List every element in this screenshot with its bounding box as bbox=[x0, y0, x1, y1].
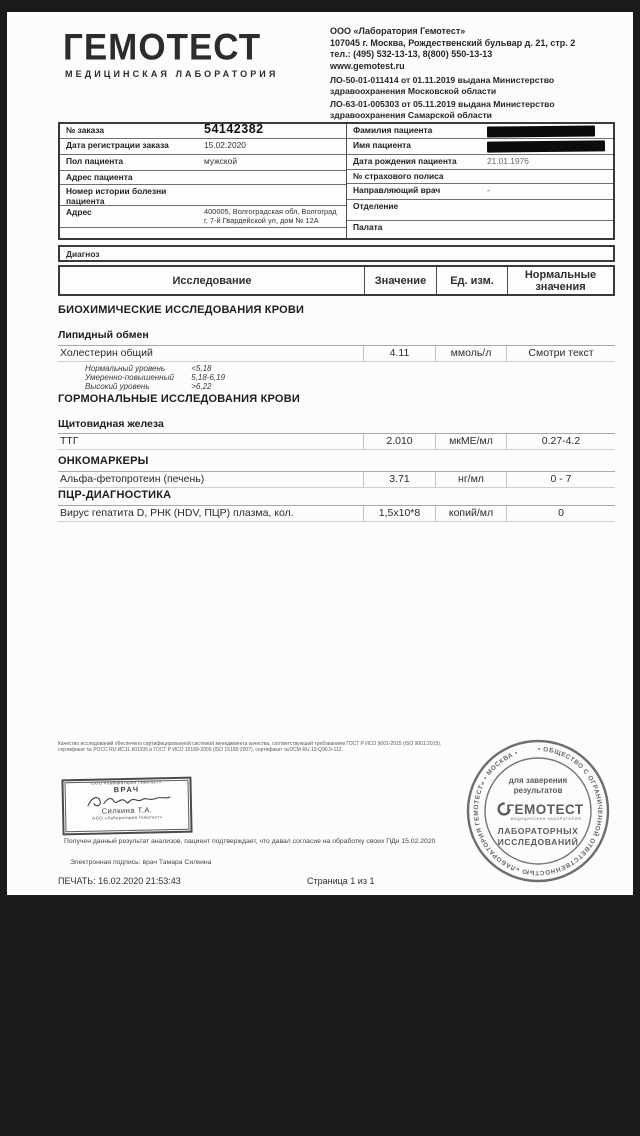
order-info-right-column bbox=[347, 124, 613, 238]
diagnosis-row bbox=[58, 245, 615, 262]
field-label: Палата bbox=[353, 222, 383, 232]
reference-note bbox=[85, 382, 211, 391]
patient-address-value: 400005, Волгоградская обл, Волгоград г, 7-й Гвардейской ул, дом № 12А bbox=[204, 207, 337, 225]
test-unit: копий/мл bbox=[435, 506, 506, 521]
lab-contact-block bbox=[330, 26, 630, 120]
field-value bbox=[487, 202, 613, 220]
table-row bbox=[347, 139, 613, 155]
lab-license-samara: ЛО-63-01-005303 от 05.11.2019 выдана Министерство здравоохранения Самарской области bbox=[330, 99, 555, 120]
section-title-pcr: ПЦР-ДИАГНОСТИКА bbox=[58, 489, 172, 501]
gemotest-logo-subtitle: МЕДИЦИНСКАЯ ЛАБОРАТОРИЯ bbox=[65, 69, 279, 79]
table-row bbox=[60, 139, 346, 155]
reference-note-label: Нормальный уровень bbox=[85, 364, 166, 373]
stamp-ring-text: • ОБЩЕСТВО С ОГРАНИЧЕННОЙ ОТВЕТСТВЕННОСТЬЮ «ЛАБОРАТОРИЯ ГЕМОТЕСТ» • МОСКВА • bbox=[472, 745, 604, 877]
lab-phones: тел.: (495) 532-13-13, 8(800) 550-13-13 bbox=[330, 49, 493, 59]
doctor-stamp-name: Силкина Т.А. bbox=[101, 805, 153, 816]
test-norm: Смотри текст bbox=[506, 346, 615, 361]
results-table-header bbox=[58, 265, 615, 296]
reference-note-label: Умеренно-повышенный bbox=[85, 373, 174, 382]
group-title-lipids: Липидный обмен bbox=[58, 329, 149, 341]
table-row bbox=[347, 155, 613, 170]
group-title-thyroid: Щитовидная железа bbox=[58, 418, 164, 430]
table-row bbox=[60, 206, 346, 228]
table-row bbox=[347, 200, 613, 221]
field-label: Адрес пациента bbox=[66, 172, 133, 182]
reference-note-value: 5,18-6,19 bbox=[191, 373, 226, 382]
reference-note-label: Высокий уровень bbox=[85, 382, 150, 391]
field-value: - bbox=[487, 185, 490, 195]
field-label: № страхового полиса bbox=[353, 171, 444, 181]
section-title-oncomarkers: ОНКОМАРКЕРЫ bbox=[58, 455, 149, 467]
stamp-purpose-line1: для заверения bbox=[508, 776, 568, 785]
order-number-value: 54142382 bbox=[204, 124, 264, 136]
field-value bbox=[487, 223, 613, 238]
lab-license-moscow: ЛО-50-01-011414 от 01.11.2019 выдана Министерство здравоохранения Московской области bbox=[330, 75, 555, 96]
stamp-brand: ГЕМОТЕСТ bbox=[506, 802, 584, 817]
field-label: Имя пациента bbox=[353, 140, 411, 150]
quality-certification-text: Качество исследований обеспечено сертифицированной системой менеджмента качества, соответствующей требованиям ГОСТ Р ИСО 9001-2015 (ISO 9001:2015), сертификат № РОСС RU.ИС11.К01105 и ГОСТ Р ИСО 15189-2009 (ISO 15189:2007), сертификат №ОСМ RU.13-Q96.9-112. bbox=[58, 741, 442, 753]
page-number: Страница 1 из 1 bbox=[307, 876, 375, 886]
test-name: Альфа-фетопротеин (печень) bbox=[60, 473, 205, 485]
section-title-hormones: ГОРМОНАЛЬНЫЕ ИССЛЕДОВАНИЯ КРОВИ bbox=[58, 393, 300, 405]
gemotest-logo: ГЕМОТЕСТ bbox=[63, 27, 262, 68]
field-value: мужской bbox=[204, 156, 238, 166]
test-unit: ммоль/л bbox=[435, 346, 506, 361]
field-label: Фамилия пациента bbox=[353, 125, 433, 135]
table-row bbox=[347, 170, 613, 184]
table-row bbox=[347, 184, 613, 200]
field-value bbox=[487, 126, 613, 138]
test-name: ТТГ bbox=[60, 435, 79, 447]
section-title-biochemistry: БИОХИМИЧЕСКИЕ ИССЛЕДОВАНИЯ КРОВИ bbox=[58, 304, 305, 316]
field-label: Направляющий врач bbox=[353, 185, 441, 195]
test-value: 1,5x10*8 bbox=[363, 506, 435, 521]
stamp-subject-line2: ИССЛЕДОВАНИЙ bbox=[497, 837, 579, 847]
lab-address: 107045 г. Москва, Рождественский бульвар д. 21, стр. 2 bbox=[330, 37, 576, 48]
stamp-purpose-line2: результатов bbox=[513, 786, 563, 795]
report-page bbox=[7, 12, 633, 895]
field-label: Дата регистрации заказа bbox=[66, 140, 169, 150]
redaction-box bbox=[487, 140, 605, 152]
field-label: Пол пациента bbox=[66, 156, 124, 166]
test-value: 2.010 bbox=[363, 434, 435, 449]
column-header-value: Значение bbox=[365, 267, 437, 294]
field-value bbox=[487, 172, 613, 183]
reference-note-value: <5,18 bbox=[191, 364, 212, 373]
field-label: Дата рождения пациента bbox=[353, 156, 457, 166]
order-info-left-column bbox=[60, 124, 347, 238]
stamp-subject-line1: ЛАБОРАТОРНЫХ bbox=[497, 826, 579, 836]
reference-note bbox=[85, 373, 225, 382]
test-name: Вирус гепатита D, РНК (HDV, ПЦР) плазма, кол. bbox=[60, 507, 294, 519]
redaction-box bbox=[487, 125, 595, 137]
doctor-stamp-border-text: ООО «Лаборатория Гемотест» bbox=[92, 814, 163, 821]
result-row-afp bbox=[58, 471, 615, 488]
field-label: № заказа bbox=[66, 125, 105, 135]
doctor-stamp-role: ВРАЧ bbox=[113, 784, 140, 795]
table-row bbox=[60, 124, 346, 139]
result-row-cholesterol bbox=[58, 345, 615, 362]
consent-text: Получен данный результат анализов, пациент подтверждает, что давал согласие на обработку своих ПДн 15.02.2020 bbox=[64, 838, 436, 845]
lab-round-stamp bbox=[462, 735, 614, 887]
test-norm: 0 - 7 bbox=[506, 472, 615, 487]
test-unit: нг/мл bbox=[435, 472, 506, 487]
field-value bbox=[204, 173, 346, 184]
doctor-stamp-border-text: ООО «Лаборатория Гемотест» bbox=[91, 779, 162, 786]
table-row bbox=[60, 171, 346, 185]
diagnosis-label: Диагноз bbox=[66, 249, 100, 259]
reference-note-value: >6,22 bbox=[191, 382, 212, 391]
table-row-empty bbox=[60, 228, 346, 238]
table-row bbox=[60, 185, 346, 206]
field-label: Отделение bbox=[353, 201, 399, 211]
test-unit: мкМЕ/мл bbox=[435, 434, 506, 449]
table-row bbox=[60, 155, 346, 171]
column-header-study: Исследование bbox=[60, 267, 365, 294]
table-row bbox=[347, 124, 613, 139]
field-label: Номер истории болезни пациента bbox=[66, 186, 167, 206]
field-value: 15.02.2020 bbox=[204, 140, 246, 150]
electronic-signature-text: Электронная подпись: врач Тамара Силкина bbox=[70, 859, 212, 866]
field-value bbox=[204, 187, 346, 205]
table-row bbox=[347, 221, 613, 238]
result-row-tsh bbox=[58, 433, 615, 450]
stamp-brand-subtitle: МЕДИЦИНСКАЯ ЛАБОРАТОРИЯ bbox=[510, 817, 582, 821]
test-norm: 0 bbox=[506, 506, 615, 521]
order-info-table bbox=[58, 122, 615, 240]
column-header-norm: Нормальные значения bbox=[524, 268, 597, 293]
lab-company-name: ООО «Лаборатория Гемотест» bbox=[330, 26, 466, 36]
test-name: Холестерин общий bbox=[60, 347, 153, 359]
print-timestamp: ПЕЧАТЬ: 16.02.2020 21:53:43 bbox=[58, 876, 181, 886]
lab-website: www.gemotest.ru bbox=[330, 60, 405, 71]
column-header-unit: Ед. изм. bbox=[437, 267, 508, 294]
field-value bbox=[487, 141, 613, 154]
birthdate-value: 21.01.1976 bbox=[487, 156, 529, 166]
result-row-hdv bbox=[58, 505, 615, 522]
test-norm: 0.27-4.2 bbox=[506, 434, 615, 449]
field-label: Адрес bbox=[66, 207, 92, 217]
test-value: 3.71 bbox=[363, 472, 435, 487]
reference-note bbox=[85, 364, 211, 373]
test-value: 4.11 bbox=[363, 346, 435, 361]
doctor-stamp bbox=[61, 777, 192, 836]
